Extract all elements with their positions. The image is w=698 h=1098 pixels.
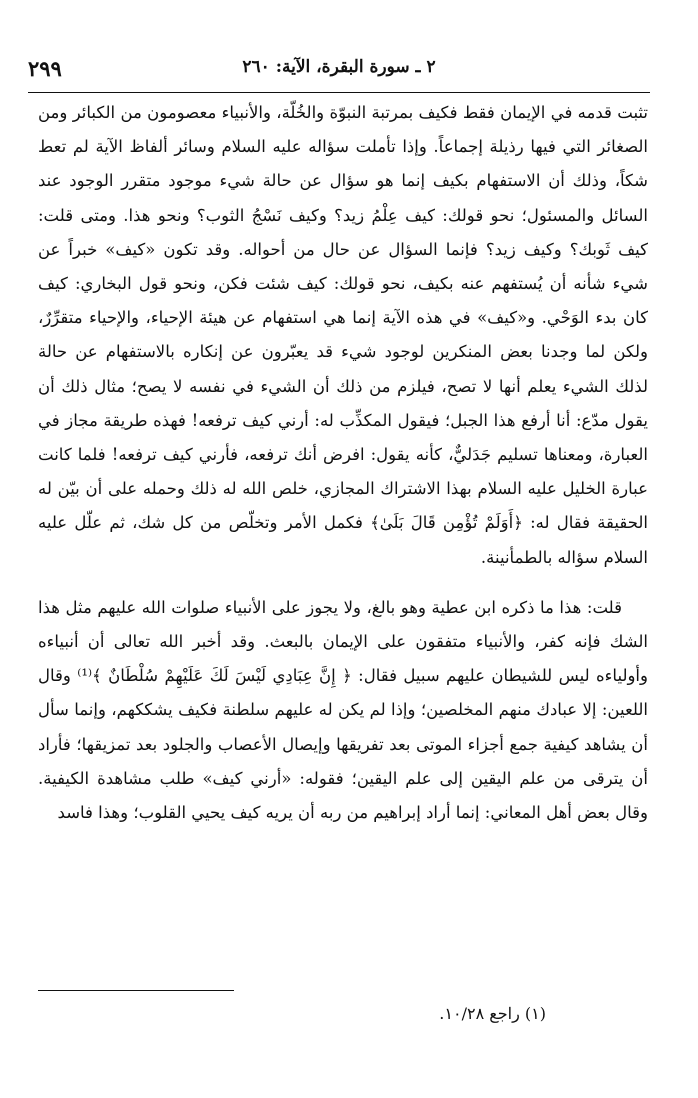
page-number: ٢٩٩ xyxy=(28,56,62,81)
running-title: ٢ ـ سورة البقرة، الآية: ٢٦٠ xyxy=(242,57,436,77)
main-text xyxy=(38,96,648,830)
header-rule xyxy=(28,92,650,93)
footnote: (١) راجع ١٠/٢٨. xyxy=(439,1004,546,1023)
paragraph-2: قلت: هذا ما ذكره ابن عطية وهو بالغ، ولا يجوز على الأنبياء صلوات الله عليهم مثل هذا الشك فإنه كفر، والأنبياء متفقون على الإيمان بالبعث. وقد أخبر الله تعالى أن أنبياءه وأولياءه ليس للشيطان عليهم سبيل فقال: ﴿ إِنَّ عِبَادِي لَيْسَ لَكَ عَلَيْهِمْ سُلْطَانٌ ﴾⁽¹⁾ وقال اللعين: إلا عبادك منهم المخلصين؛ وإذا لم يكن له عليهم سلطنة فكيف يشككهم، وإنما سأل أن يشاهد كيفية جمع أجزاء الموتى بعد تفريقها وإيصال الأعصاب والجلود بعد تمزيقها؛ فأراد أن يترقى من علم اليقين إلى علم اليقين؛ فقوله: «أرني كيف» طلب مشاهدة الكيفية. وقال بعض أهل المعاني: إنما أراد إبراهيم من ربه أن يريه كيف يحيي القلوب؛ وهذا فاسد xyxy=(38,597,648,823)
footnote-rule xyxy=(38,990,234,991)
paragraph-1: تثبت قدمه في الإيمان فقط فكيف بمرتبة النبوّة والخُلّة، والأنبياء معصومون من الكبائر ومن الصغائر التي فيها رذيلة إجماعاً. وإذا تأملت سؤاله عليه السلام وسائر ألفاظ الآية لم تعط شكاً، وذلك أن الاستفهام بكيف إنما هو سؤال عن حالة شيء موجود متقرر الوجود عند السائل والمسئول؛ نحو قولك: كيف عِلْمُ زيد؟ وكيف نَسْجُ الثوب؟ ونحو هذا. ومتى قلت: كيف ثَوبك؟ وكيف زيد؟ فإنما السؤال عن حال من أحواله. وقد تكون «كيف» خبراً عن شيء شأنه أن يُستفهم عنه بكيف، نحو قولك: كيف شئت فكن، ونحو قول البخاري: كيف كان بدء الوَحْي. و«كيف» في هذه الآية إنما هي استفهام عن هيئة الإحياء، والإحياء متقرِّرٌ، ولكن لما وجدنا بعض المنكرين لوجود شيء قد يعبّرون عن إنكاره بالاستفهام عن حالة لذلك الشيء يعلم أنها لا تصح، فيلزم من ذلك أن الشيء في نفسه لا يصح؛ مثال ذلك أن يقول مدّع: أنا أرفع هذا الجبل؛ فيقول المكذِّب له: أرني كيف ترفعه! فهذه طريقة مجاز في العبارة، ومعناها تسليم جَدَليٌّ، كأنه يقول: افرض أنك ترفعه، فأرني كيف ترفعه! فلما كانت عبارة الخليل عليه السلام بهذا الاشتراك المجازي، خلص الله له ذلك وحمله على أن بيّن له الحقيقة فقال له: ﴿أَوَلَمْ تُؤْمِن قَالَ بَلَىٰ﴾ فكمل الأمر وتخلّص من كل شك، ثم علّل عليه السلام سؤاله بالطمأنينة. xyxy=(38,103,648,567)
page-header xyxy=(28,56,650,90)
